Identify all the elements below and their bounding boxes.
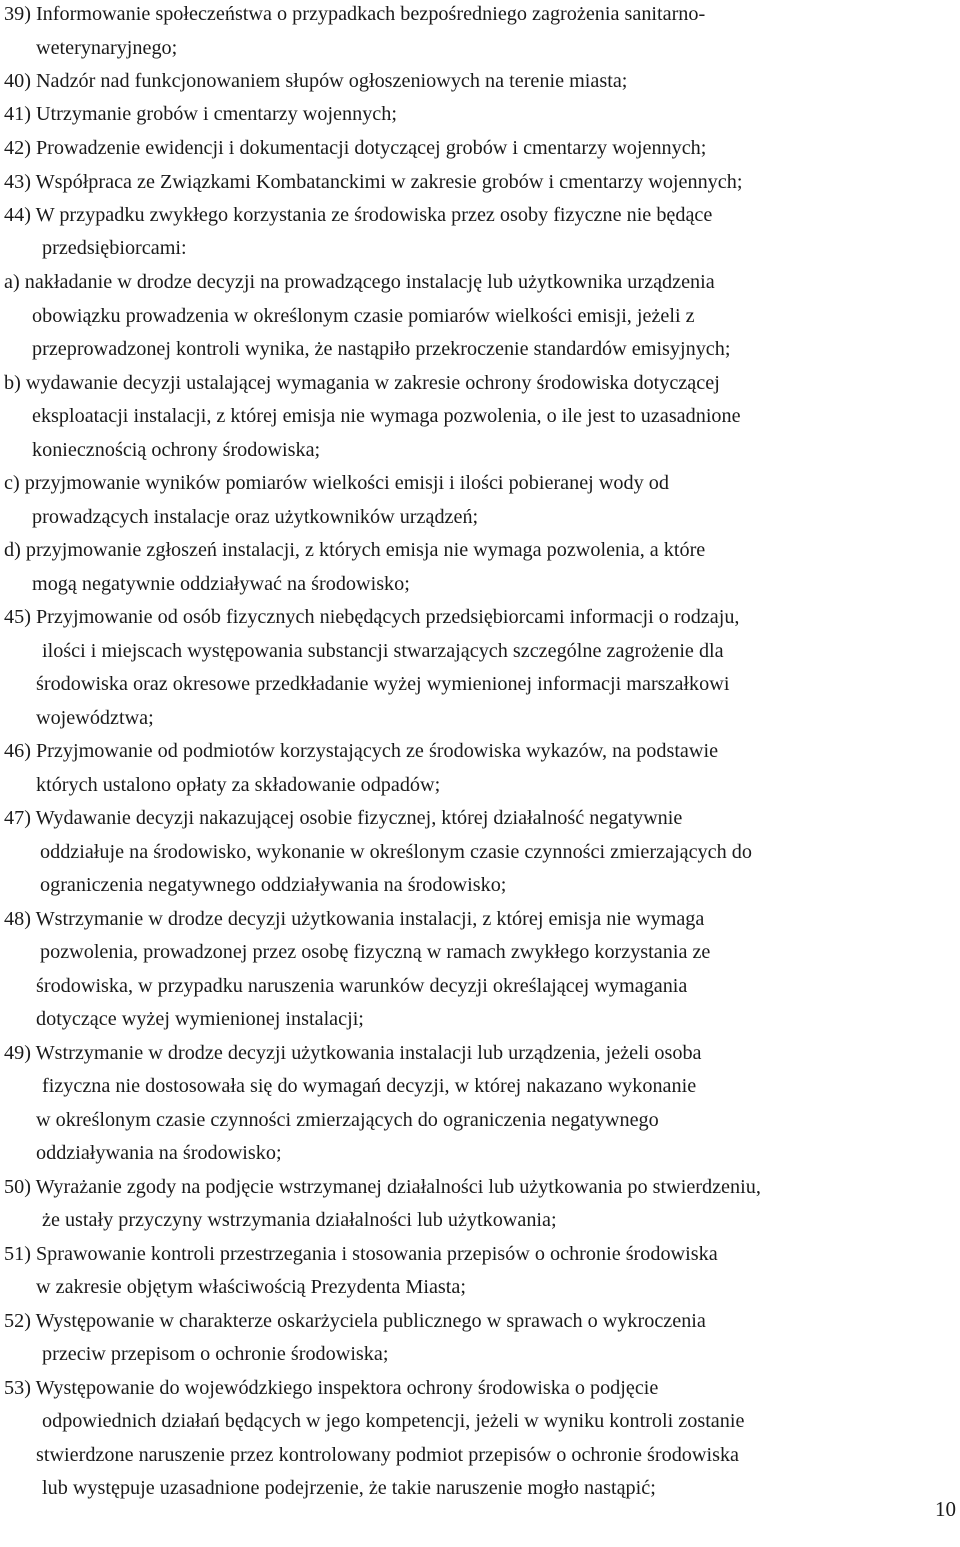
item-45-line-2: ilości i miejscach występowania substancji stwarzających szczególne zagrożenie dla <box>42 640 724 662</box>
item-49-line-3: w określonym czasie czynności zmierzających do ograniczenia negatywnego <box>36 1109 659 1131</box>
item-42-line-1: 42) Prowadzenie ewidencji i dokumentacji dotyczącej grobów i cmentarzy wojennych; <box>4 137 707 159</box>
item-53-line-4: lub występuje uzasadnione podejrzenie, że takie naruszenie mogło nastąpić; <box>42 1477 656 1499</box>
item-44c-line-1: c) przyjmowanie wyników pomiarów wielkości emisji i ilości pobieranej wody od <box>4 472 669 494</box>
item-50-line-2: że ustały przyczyny wstrzymania działalności lub użytkowania; <box>42 1209 557 1231</box>
item-50-line-1: 50) Wyrażanie zgody na podjęcie wstrzymanej działalności lub użytkowania po stwierdzeniu, <box>4 1176 761 1198</box>
item-48-line-2: pozwolenia, prowadzonej przez osobę fizyczną w ramach zwykłego korzystania ze <box>40 941 711 963</box>
item-39-line-2: weterynaryjnego; <box>36 37 178 59</box>
item-53-line-3: stwierdzone naruszenie przez kontrolowany podmiot przepisów o ochronie środowiska <box>36 1444 739 1466</box>
item-39-line-1: 39) Informowanie społeczeństwa o przypadkach bezpośredniego zagrożenia sanitarno- <box>4 3 706 25</box>
item-45-line-1: 45) Przyjmowanie od osób fizycznych niebędących przedsiębiorcami informacji o rodzaju, <box>4 606 740 628</box>
item-48-line-1: 48) Wstrzymanie w drodze decyzji użytkowania instalacji, z której emisja nie wymaga <box>4 908 705 930</box>
item-40-line-1: 40) Nadzór nad funkcjonowaniem słupów ogłoszeniowych na terenie miasta; <box>4 70 628 92</box>
page-number: 10 <box>935 1497 956 1521</box>
item-53-line-1: 53) Występowanie do wojewódzkiego inspektora ochrony środowiska o podjęcie <box>4 1377 659 1399</box>
item-44-line-1: 44) W przypadku zwykłego korzystania ze środowiska przez osoby fizyczne nie będące <box>4 204 713 226</box>
item-43-line-1: 43) Współpraca ze Związkami Kombatanckimi w zakresie grobów i cmentarzy wojennych; <box>4 171 743 193</box>
item-46-line-2: których ustalono opłaty za składowanie odpadów; <box>36 774 441 796</box>
item-45-line-4: województwa; <box>36 707 154 729</box>
item-44d-line-1: d) przyjmowanie zgłoszeń instalacji, z których emisja nie wymaga pozwolenia, a które <box>4 539 706 561</box>
item-47-line-3: ograniczenia negatywnego oddziaływania na środowisko; <box>40 874 507 896</box>
item-52-line-1: 52) Występowanie w charakterze oskarżyciela publicznego w sprawach o wykroczenia <box>4 1310 706 1332</box>
item-48-line-3: środowiska, w przypadku naruszenia warunków decyzji określającej wymagania <box>36 975 688 997</box>
item-47-line-1: 47) Wydawanie decyzji nakazującej osobie fizycznej, której działalność negatywnie <box>4 807 683 829</box>
item-44d-line-2: mogą negatywnie oddziaływać na środowisko; <box>32 573 410 595</box>
item-51-line-2: w zakresie objętym właściwością Prezydenta Miasta; <box>36 1276 466 1298</box>
item-44b-line-2: eksploatacji instalacji, z której emisja nie wymaga pozwolenia, o ile jest to uzasadnione <box>32 405 741 427</box>
item-44a-line-1: a) nakładanie w drodze decyzji na prowadzącego instalację lub użytkownika urządzenia <box>4 271 715 293</box>
item-46-line-1: 46) Przyjmowanie od podmiotów korzystających ze środowiska wykazów, na podstawie <box>4 740 719 762</box>
item-44a-line-2: obowiązku prowadzenia w określonym czasie pomiarów wielkości emisji, jeżeli z <box>32 305 695 327</box>
item-51-line-1: 51) Sprawowanie kontroli przestrzegania i stosowania przepisów o ochronie środowiska <box>4 1243 718 1265</box>
item-45-line-3: środowiska oraz okresowe przedkładanie wyżej wymienionej informacji marszałkowi <box>36 673 730 695</box>
item-53-line-2: odpowiednich działań będących w jego kompetencji, jeżeli w wyniku kontroli zostanie <box>42 1410 745 1432</box>
item-44c-line-2: prowadzących instalacje oraz użytkowników urządzeń; <box>32 506 479 528</box>
item-48-line-4: dotyczące wyżej wymienionej instalacji; <box>36 1008 364 1030</box>
item-44b-line-1: b) wydawanie decyzji ustalającej wymagania w zakresie ochrony środowiska dotyczącej <box>4 372 720 394</box>
item-49-line-1: 49) Wstrzymanie w drodze decyzji użytkowania instalacji lub urządzenia, jeżeli osoba <box>4 1042 702 1064</box>
item-52-line-2: przeciw przepisom o ochronie środowiska; <box>42 1343 389 1365</box>
item-49-line-2: fizyczna nie dostosowała się do wymagań decyzji, w której nakazano wykonanie <box>42 1075 697 1097</box>
item-41-line-1: 41) Utrzymanie grobów i cmentarzy wojennych; <box>4 103 397 125</box>
item-47-line-2: oddziałuje na środowisko, wykonanie w określonym czasie czynności zmierzających do <box>40 841 752 863</box>
item-44a-line-3: przeprowadzonej kontroli wynika, że nastąpiło przekroczenie standardów emisyjnych; <box>32 338 731 360</box>
item-44-line-2: przedsiębiorcami: <box>42 237 187 259</box>
item-49-line-4: oddziaływania na środowisko; <box>36 1142 282 1164</box>
item-44b-line-3: koniecznością ochrony środowiska; <box>32 439 321 461</box>
